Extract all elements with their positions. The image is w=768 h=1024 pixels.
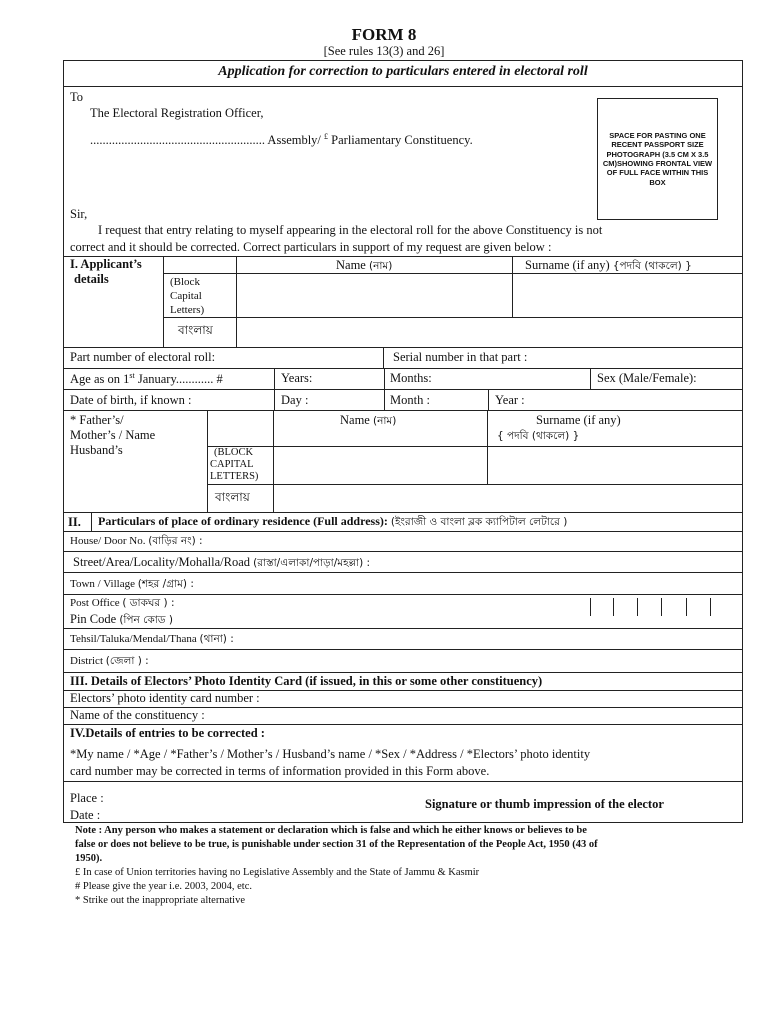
years-field[interactable]: Years: xyxy=(281,371,313,385)
pin-code-label[interactable]: Pin Code (পিন কোড ) xyxy=(70,612,173,626)
name-block-field[interactable] xyxy=(240,277,508,313)
relative-name-bangla-field[interactable] xyxy=(277,487,740,509)
note-union-territories: £ In case of Union territories having no Legislative Assembly and the State of Jammu & Kasmir xyxy=(75,867,480,878)
name-header: Name (নাম) xyxy=(336,258,393,272)
street-label[interactable]: Street/Area/Locality/Mohalla/Road (রাস্তা/এলাকা/পাড়া/মহল্লা) : xyxy=(73,555,371,569)
correction-line-2: card number may be corrected in terms of information provided in this Form above. xyxy=(70,764,490,778)
note-line-3: 1950). xyxy=(75,853,103,864)
rules-reference: [See rules 13(3) and 26] xyxy=(323,44,445,58)
section4-heading: IV.Details of entries to be corrected : xyxy=(70,726,265,740)
house-label[interactable]: House/ Door No. (বাড়ির নং) : xyxy=(70,535,203,547)
section2-number: II. xyxy=(68,515,81,529)
officer-label: The Electoral Registration Officer, xyxy=(90,106,264,120)
salutation: Sir, xyxy=(70,207,88,221)
district-label[interactable]: District (জেলা ) : xyxy=(70,655,149,667)
request-line-2: correct and it should be corrected. Correct particulars in support of my request are given below : xyxy=(70,240,552,254)
request-line-1: I request that entry relating to myself appearing in the electoral roll for the above Constituency is not xyxy=(98,223,603,237)
constituency-line xyxy=(90,132,473,148)
note-line-1: Note : Any person who makes a statement or declaration which is false and which he either knows or believes to be xyxy=(75,825,587,836)
constituency-marker: £ xyxy=(324,132,329,141)
correction-line-1: *My name / *Age / *Father’s / Mother’s / Husband’s name / *Sex / *Address / *Electors’ photo identity xyxy=(70,747,591,761)
signature-label[interactable]: Signature or thumb impression of the elector xyxy=(425,797,664,811)
month-field[interactable]: Month : xyxy=(390,393,430,407)
months-field[interactable]: Months: xyxy=(390,371,432,385)
applicant-heading-2: details xyxy=(74,272,109,286)
constituency-dots: ........................................................ Assembly/ xyxy=(90,133,325,148)
date-field[interactable]: Date : xyxy=(70,808,101,822)
post-office-label[interactable]: Post Office ( ডাকঘর ) : xyxy=(70,597,175,609)
note-year: # Please give the year i.e. 2003, 2004, etc. xyxy=(75,881,252,892)
relative-label: * Father’s/ Mother’s / Name Husband’s xyxy=(70,413,156,457)
year-field[interactable]: Year : xyxy=(495,393,525,407)
bangla-label: বাংলায় xyxy=(178,323,213,337)
relative-block-label: (BLOCK CAPITAL LETTERS) xyxy=(210,447,259,482)
form-title: FORM 8 xyxy=(351,25,417,44)
place-field[interactable]: Place : xyxy=(70,791,104,805)
relative-surname-bn: { পদবি (থাকলে) } xyxy=(497,430,580,442)
relative-bangla-label: বাংলায় xyxy=(215,490,250,504)
block-capital-label: (Block Capital Letters) xyxy=(170,276,205,316)
relative-name-header: Name (নাম) xyxy=(340,413,397,427)
section2-heading: Particulars of place of ordinary residence (Full address): (ইংরাজী ও বাংলা ব্লক ক্যাপিটাল লেটারে ) xyxy=(98,514,568,528)
note-line-2: false or does not believe to be true, is punishable under section 31 of the Representation of the People Act, 1950 (43 of xyxy=(75,839,598,850)
relative-name-block-field[interactable] xyxy=(277,449,483,481)
age-label: Age as on 1st January............ # xyxy=(70,371,223,387)
note-strike: * Strike out the inappropriate alternative xyxy=(75,895,245,906)
constituency-field[interactable]: Name of the constituency : xyxy=(70,708,205,722)
application-title: Application for correction to particulars entered in electoral roll xyxy=(218,64,588,79)
constituency-suffix: Parliamentary Constituency. xyxy=(331,133,473,148)
photo-box[interactable] xyxy=(597,98,718,220)
epic-number-field[interactable]: Electors’ photo identity card number : xyxy=(70,691,260,705)
to-label: To xyxy=(70,90,84,104)
dob-label: Date of birth, if known : xyxy=(70,393,192,407)
town-label[interactable]: Town / Village (শহর /গ্রাম) : xyxy=(70,578,194,590)
day-field[interactable]: Day : xyxy=(281,393,309,407)
photo-instructions: SPACE FOR PASTING ONE RECENT PASSPORT SIZE PHOTOGRAPH (3.5 CM X 3.5 CM)SHOWING FRONTAL VIEW OF FULL FACE WITHIN THIS BOX xyxy=(602,130,713,187)
serial-number-label[interactable]: Serial number in that part : xyxy=(393,350,528,364)
sex-field[interactable]: Sex (Male/Female): xyxy=(597,371,697,385)
surname-block-field[interactable] xyxy=(516,277,740,313)
applicant-heading: I. Applicant’s xyxy=(70,257,142,271)
section3-heading: III. Details of Electors’ Photo Identity Card (if issued, in this or some other constituency) xyxy=(70,674,543,688)
surname-header: Surname (if any) {পদবি (থাকলে) } xyxy=(525,258,692,272)
relative-surname-block-field[interactable] xyxy=(491,449,740,481)
tehsil-label[interactable]: Tehsil/Taluka/Mendal/Thana (থানা) : xyxy=(70,633,234,645)
part-number-label[interactable]: Part number of electoral roll: xyxy=(70,350,216,364)
name-bangla-field[interactable] xyxy=(240,320,740,344)
relative-surname-header: Surname (if any) xyxy=(536,413,621,427)
